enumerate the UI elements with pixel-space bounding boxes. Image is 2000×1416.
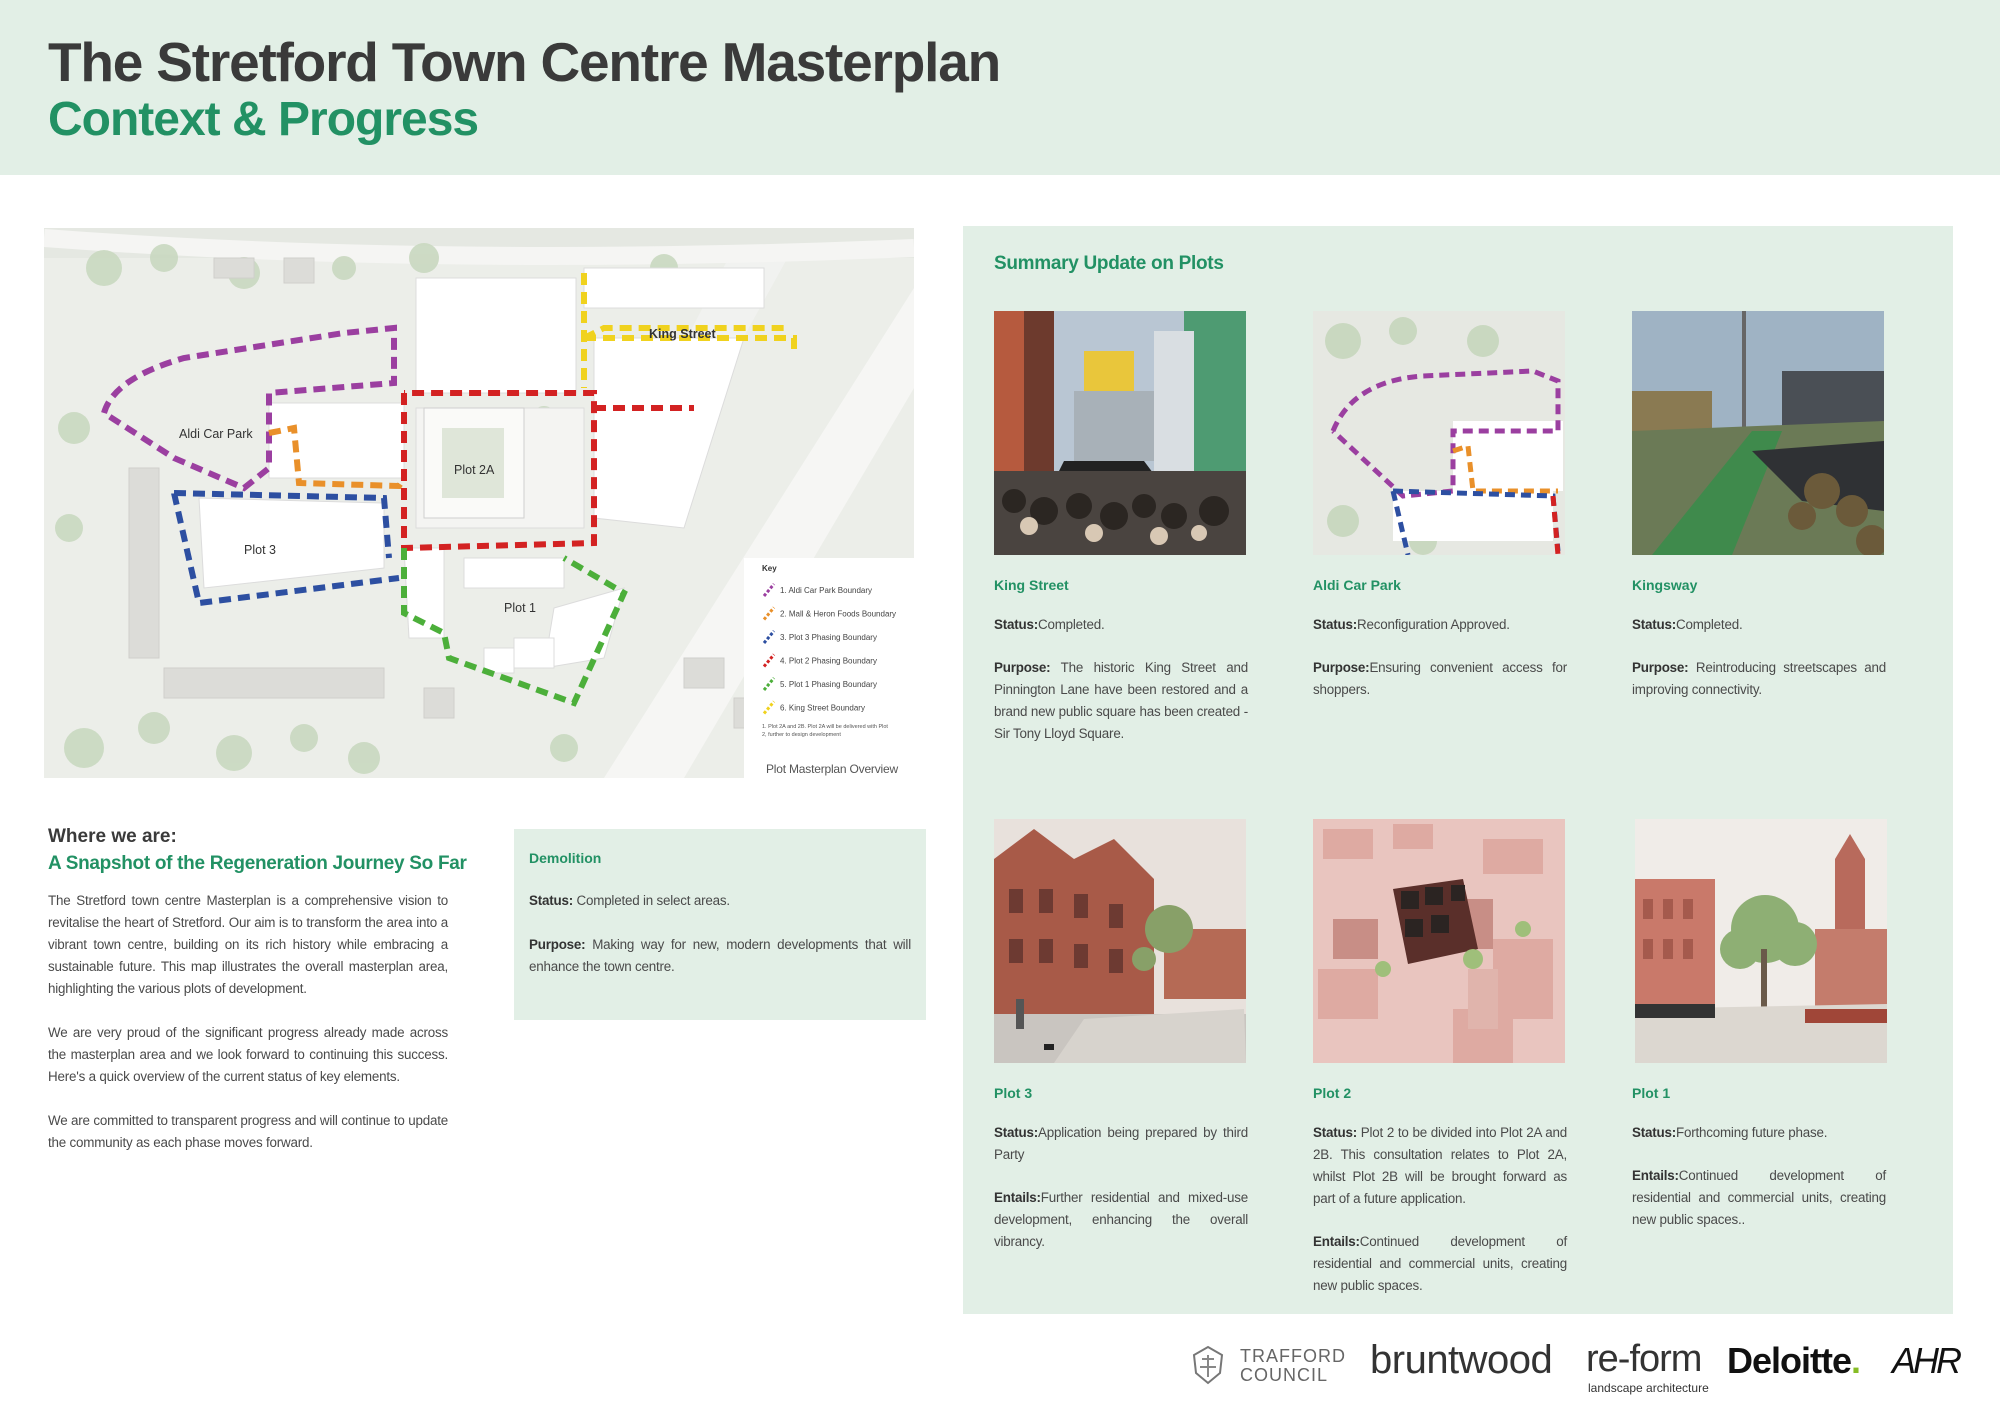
deloitte-logo: Deloitte. bbox=[1727, 1340, 1861, 1381]
map-key bbox=[744, 558, 914, 778]
page-subtitle: Context & Progress bbox=[48, 93, 479, 146]
reform-logo: re-form bbox=[1586, 1338, 1702, 1380]
ahr-logo: AHR bbox=[1892, 1340, 1960, 1381]
plot-card-plot-3 bbox=[994, 819, 1248, 1253]
card-purpose: Purpose: The historic King Street and Pinnington Lane have been restored and a brand new public square has been created - Sir Tony Lloyd Square. bbox=[994, 660, 1249, 741]
card-entails: Entails:Continued development of residential and commercial units, creating new public spaces. bbox=[1313, 1234, 1567, 1293]
card-status: Status:Application being prepared by third Party bbox=[994, 1125, 1248, 1162]
map-key-item: 6. King Street Boundary bbox=[780, 703, 865, 713]
plot-card-aldi-car-park bbox=[1313, 311, 1567, 701]
card-title: King Street bbox=[994, 577, 1069, 593]
card-title: Aldi Car Park bbox=[1313, 577, 1401, 593]
snapshot-paragraph: We are very proud of the significant progress already made across the masterplan area and we look forward to continuing this success. Here's a quick overview of the current status of key elements. bbox=[48, 1025, 448, 1084]
map-key-item: 3. Plot 3 Phasing Boundary bbox=[780, 633, 877, 642]
map-key-item: 1. Aldi Car Park Boundary bbox=[780, 586, 873, 595]
plot-card-plot-1 bbox=[1632, 819, 1886, 1231]
map-label-king: King Street bbox=[649, 327, 716, 341]
card-status: Status:Completed. bbox=[994, 617, 1105, 632]
snapshot-paragraph: We are committed to transparent progress and will continue to update the community as each phase moves forward. bbox=[48, 1113, 448, 1150]
map-key-note-1: 1. Plot 2A and 2B. Plot 2A will be delivered with Plot bbox=[762, 724, 888, 730]
card-purpose: Purpose:Ensuring convenient access for shoppers. bbox=[1313, 660, 1567, 697]
masterplan-map-graphic bbox=[44, 228, 914, 778]
plot-card-king-street bbox=[994, 311, 1248, 745]
plot-card-plot-2 bbox=[1313, 819, 1567, 1297]
trafford-crest-icon bbox=[1186, 1343, 1230, 1387]
reform-sub-logo: landscape architecture bbox=[1588, 1381, 1709, 1395]
demolition-purpose: Purpose: Making way for new, modern developments that will enhance the town centre. bbox=[529, 937, 911, 974]
map-key-item: 5. Plot 1 Phasing Boundary bbox=[780, 680, 877, 689]
map-label-plot3: Plot 3 bbox=[244, 543, 276, 557]
masterplan-map bbox=[44, 228, 914, 778]
card-title: Plot 2 bbox=[1313, 1085, 1352, 1101]
card-status: Status:Reconfiguration Approved. bbox=[1313, 617, 1510, 632]
card-entails: Entails:Further residential and mixed-use development, enhancing the overall vibrancy. bbox=[994, 1190, 1248, 1249]
card-purpose: Purpose: Reintroducing streetscapes and improving connectivity. bbox=[1632, 660, 1886, 697]
map-label-plot1: Plot 1 bbox=[504, 601, 536, 615]
snapshot-subheading: A Snapshot of the Regeneration Journey So Far bbox=[48, 853, 467, 874]
plot-3-render bbox=[994, 819, 1246, 1063]
map-label-plot2a: Plot 2A bbox=[454, 463, 495, 477]
snapshot-heading: Where we are: bbox=[48, 826, 177, 847]
demolition-box bbox=[514, 829, 926, 1020]
card-title: Kingsway bbox=[1632, 577, 1698, 593]
snapshot-paragraph: The Stretford town centre Masterplan is a comprehensive vision to revitalise the heart of Stretford. Our aim is to transform the area into a vibrant town centre, building on its rich history while embracing a sustainable future. This map illustrates the overall masterplan area, highlighting the various plots of development. bbox=[48, 893, 448, 996]
plot-1-render bbox=[1635, 819, 1887, 1063]
map-label-aldi: Aldi Car Park bbox=[179, 427, 253, 441]
bruntwood-logo: bruntwood bbox=[1370, 1338, 1553, 1382]
plot-card-kingsway bbox=[1632, 311, 1886, 701]
king-street-photo bbox=[994, 311, 1246, 555]
card-status: Status: Plot 2 to be divided into Plot 2A and 2B. This consultation relates to Plot 2A, whilst Plot 2B will be brought forward as part of a future application. bbox=[1313, 1125, 1567, 1206]
summary-title: Summary Update on Plots bbox=[994, 253, 1224, 274]
card-entails: Entails:Continued development of residential and commercial units, creating new public spaces.. bbox=[1632, 1168, 1886, 1227]
kingsway-photo bbox=[1632, 311, 1884, 555]
card-title: Plot 3 bbox=[994, 1085, 1033, 1101]
map-key-title: Key bbox=[762, 564, 777, 573]
map-key-note-2: 2, further to design development bbox=[762, 732, 841, 738]
card-status: Status:Completed. bbox=[1632, 617, 1743, 632]
map-key-item: 4. Plot 2 Phasing Boundary bbox=[780, 656, 877, 666]
partner-logos bbox=[1186, 1338, 1960, 1398]
page-header bbox=[0, 0, 2000, 175]
demolition-title: Demolition bbox=[529, 850, 602, 866]
card-status: Status:Forthcoming future phase. bbox=[1632, 1125, 1828, 1140]
aldi-car-park-map bbox=[1313, 311, 1565, 555]
trafford-council-logo: TRAFFORD COUNCIL bbox=[1240, 1346, 1346, 1385]
card-title: Plot 1 bbox=[1632, 1085, 1671, 1101]
map-key-item: 2. Mall & Heron Foods Boundary bbox=[780, 609, 897, 619]
plot-2-render bbox=[1313, 819, 1565, 1063]
page-title: The Stretford Town Centre Masterplan bbox=[48, 31, 1000, 93]
map-caption: Plot Masterplan Overview bbox=[766, 762, 898, 776]
demolition-status: Status: Completed in select areas. bbox=[529, 893, 730, 908]
